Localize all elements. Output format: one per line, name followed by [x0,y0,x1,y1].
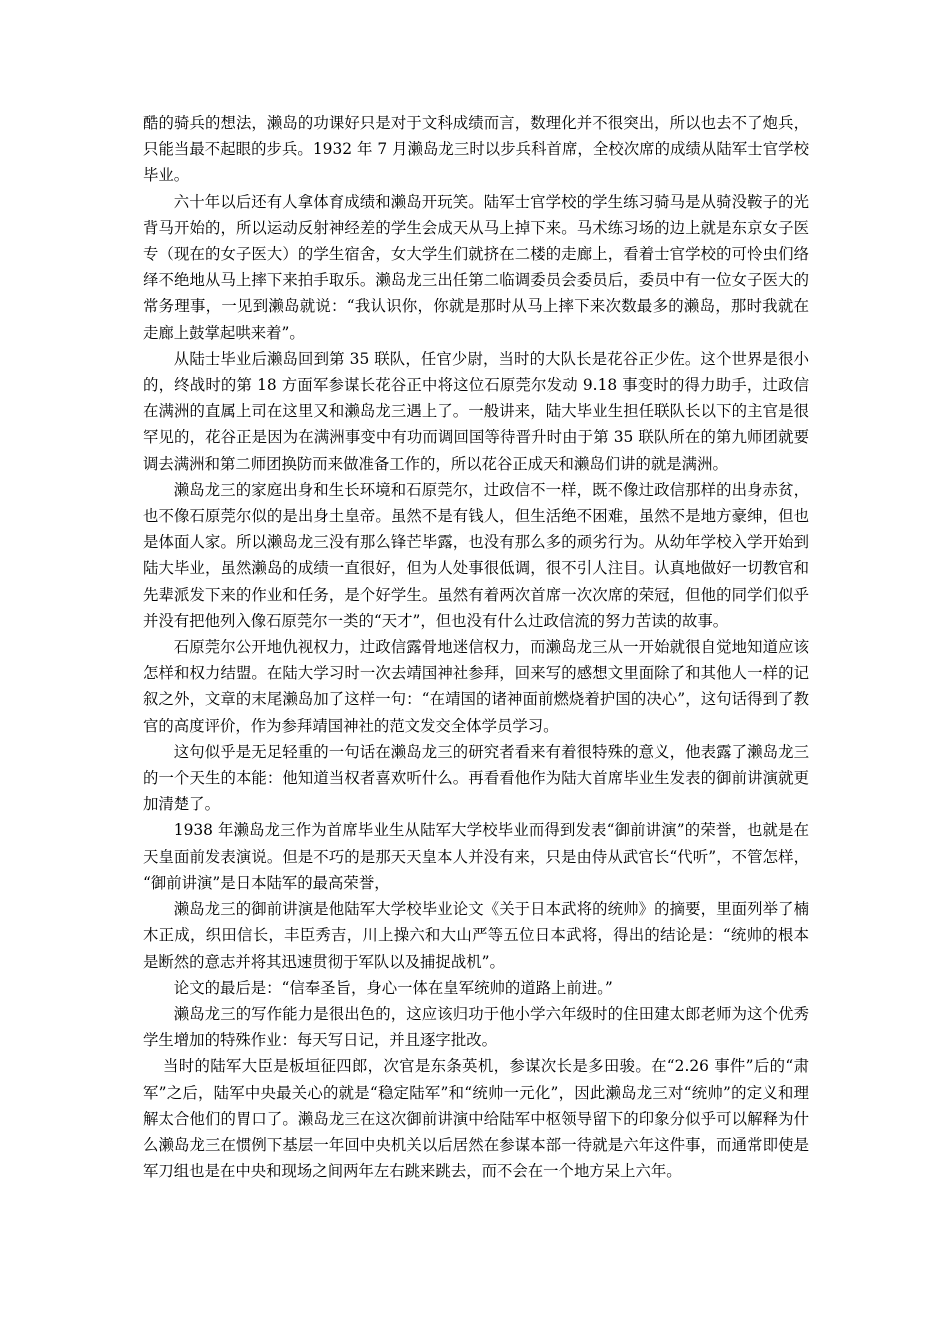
paragraph-4: 濑岛龙三的家庭出身和生长环境和石原莞尔，辻政信不一样，既不像辻政信那样的出身赤贫，也不像石原莞尔似的是出身土皇帝。虽然不是有钱人，但生活绝不困难，虽然不是地方豪绅，但也是体面人家。所以濑岛龙三没有那么锋芒毕露，也没有那么多的顽劣行为。从幼年学校入学开始到陆大毕业，虽然濑岛的成绩一直很好，但为人处事很低调，很不引人注目。认真地做好一切教官和先辈派发下来的作业和任务，是个好学生。虽然有着两次首席一次次席的荣冠，但他的同学们似乎并没有把他列入像石原莞尔一类的“天才”，但也没有什么辻政信流的努力苦读的故事。 [143,480,809,630]
paragraph-5: 石原莞尔公开地仇视权力，辻政信露骨地迷信权力，而濑岛龙三从一开始就很自觉地知道应该怎样和权力结盟。在陆大学习时一次去靖国神社参拜，回来写的感想文里面除了和其他人一样的记叙之外，文章的末尾濑岛加了这样一句：“在靖国的诸神面前燃烧着护国的决心”，这句话得到了教官的高度评价，作为参拜靖国神社的范文发交全体学员学习。 [143,638,809,735]
paragraph-8: 濑岛龙三的御前讲演是他陆军大学校毕业论文《关于日本武将的统帅》的摘要，里面列举了楠木正成，织田信长，丰臣秀吉，川上操六和大山严等五位日本武将，得出的结论是：“统帅的根本是断然的意志并将其迅速贯彻于军队以及捕捉战机”。 [143,900,809,971]
paragraph-1: 酷的骑兵的想法，濑岛的功课好只是对于文科成绩而言，数理化并不很突出，所以也去不了炮兵，只能当最不起眼的步兵。1932 年 7 月濑岛龙三时以步兵科首席，全校次席的成绩从陆军士官学校毕业。 [143,114,809,185]
paragraph-6: 这句似乎是无足轻重的一句话在濑岛龙三的研究者看来有着很特殊的意义，他表露了濑岛龙三的一个天生的本能：他知道当权者喜欢听什么。再看看他作为陆大首席毕业生发表的御前讲演就更加清楚了。 [143,742,809,814]
paragraph-11: 当时的陆军大臣是板垣征四郎，次官是东条英机，参谋次长是多田骏。在“2.26 事件”后的“肃军”之后，陆军中央最关心的就是“稳定陆军”和“统帅一元化”，因此濑岛龙三对“统帅”的定义和理解太合他们的胃口了。濑岛龙三在这次御前讲演中给陆军中枢领导留下的印象分似乎可以解释为什么濑岛龙三在惯例下基层一年回中央机关以后居然在参谋本部一待就是六年这件事，而通常即使是军刀组也是在中央和现场之间两年左右跳来跳去，而不会在一个地方呆上六年。 [143,1057,809,1181]
paragraph-2: 六十年以后还有人拿体育成绩和濑岛开玩笑。陆军士官学校的学生练习骑马是从骑没鞍子的光背马开始的，所以运动反射神经差的学生会成天从马上掉下来。马术练习场的边上就是东京女子医专（现在的女子医大）的学生宿舍，女大学生们就挤在二楼的走廊上，看着士官学校的可怜虫们络绎不绝地从马上摔下来拍手取乐。濑岛龙三出任第二临调委员会委员后，委员中有一位女子医大的常务理事，一见到濑岛就说：“我认识你，你就是那时从马上摔下来次数最多的濑岛，那时我就在走廊上鼓掌起哄来着”。 [143,192,809,342]
paragraph-7: 1938 年濑岛龙三作为首席毕业生从陆军大学校毕业而得到发表“御前讲演”的荣誉，也就是在天皇面前发表演说。但是不巧的是那天天皇本人并没有来，只是由侍从武官长“代听”，不管怎样，“御前讲演”是日本陆军的最高荣誉， [143,821,809,892]
paragraph-10: 濑岛龙三的写作能力是很出色的，这应该归功于他小学六年级时的住田建太郎老师为这个优秀学生增加的特殊作业：每天写日记，并且逐字批改。 [143,1004,809,1050]
paragraph-9: 论文的最后是：“信奉圣旨，身心一体在皇军统帅的道路上前进。” [173,978,613,997]
paragraph-3: 从陆士毕业后濑岛回到第 35 联队，任官少尉，当时的大队长是花谷正少佐。这个世界是很小的，终战时的第 18 方面军参谋长花谷正中将这位石原莞尔发动 9.18 事变时的得力助手，辻政信在满洲的直属上司在这里又和濑岛龙三遇上了。一般讲来，陆大毕业生担任联队长以下的主官是很罕见的，花谷正是因为在满洲事变中有功而调回国等待晋升时由于第 35 联队所在的第九师团就要调去满洲和第二师团换防而来做准备工作的，所以花谷正成天和濑岛们讲的就是满洲。 [143,349,809,473]
document-body [143,110,809,1184]
